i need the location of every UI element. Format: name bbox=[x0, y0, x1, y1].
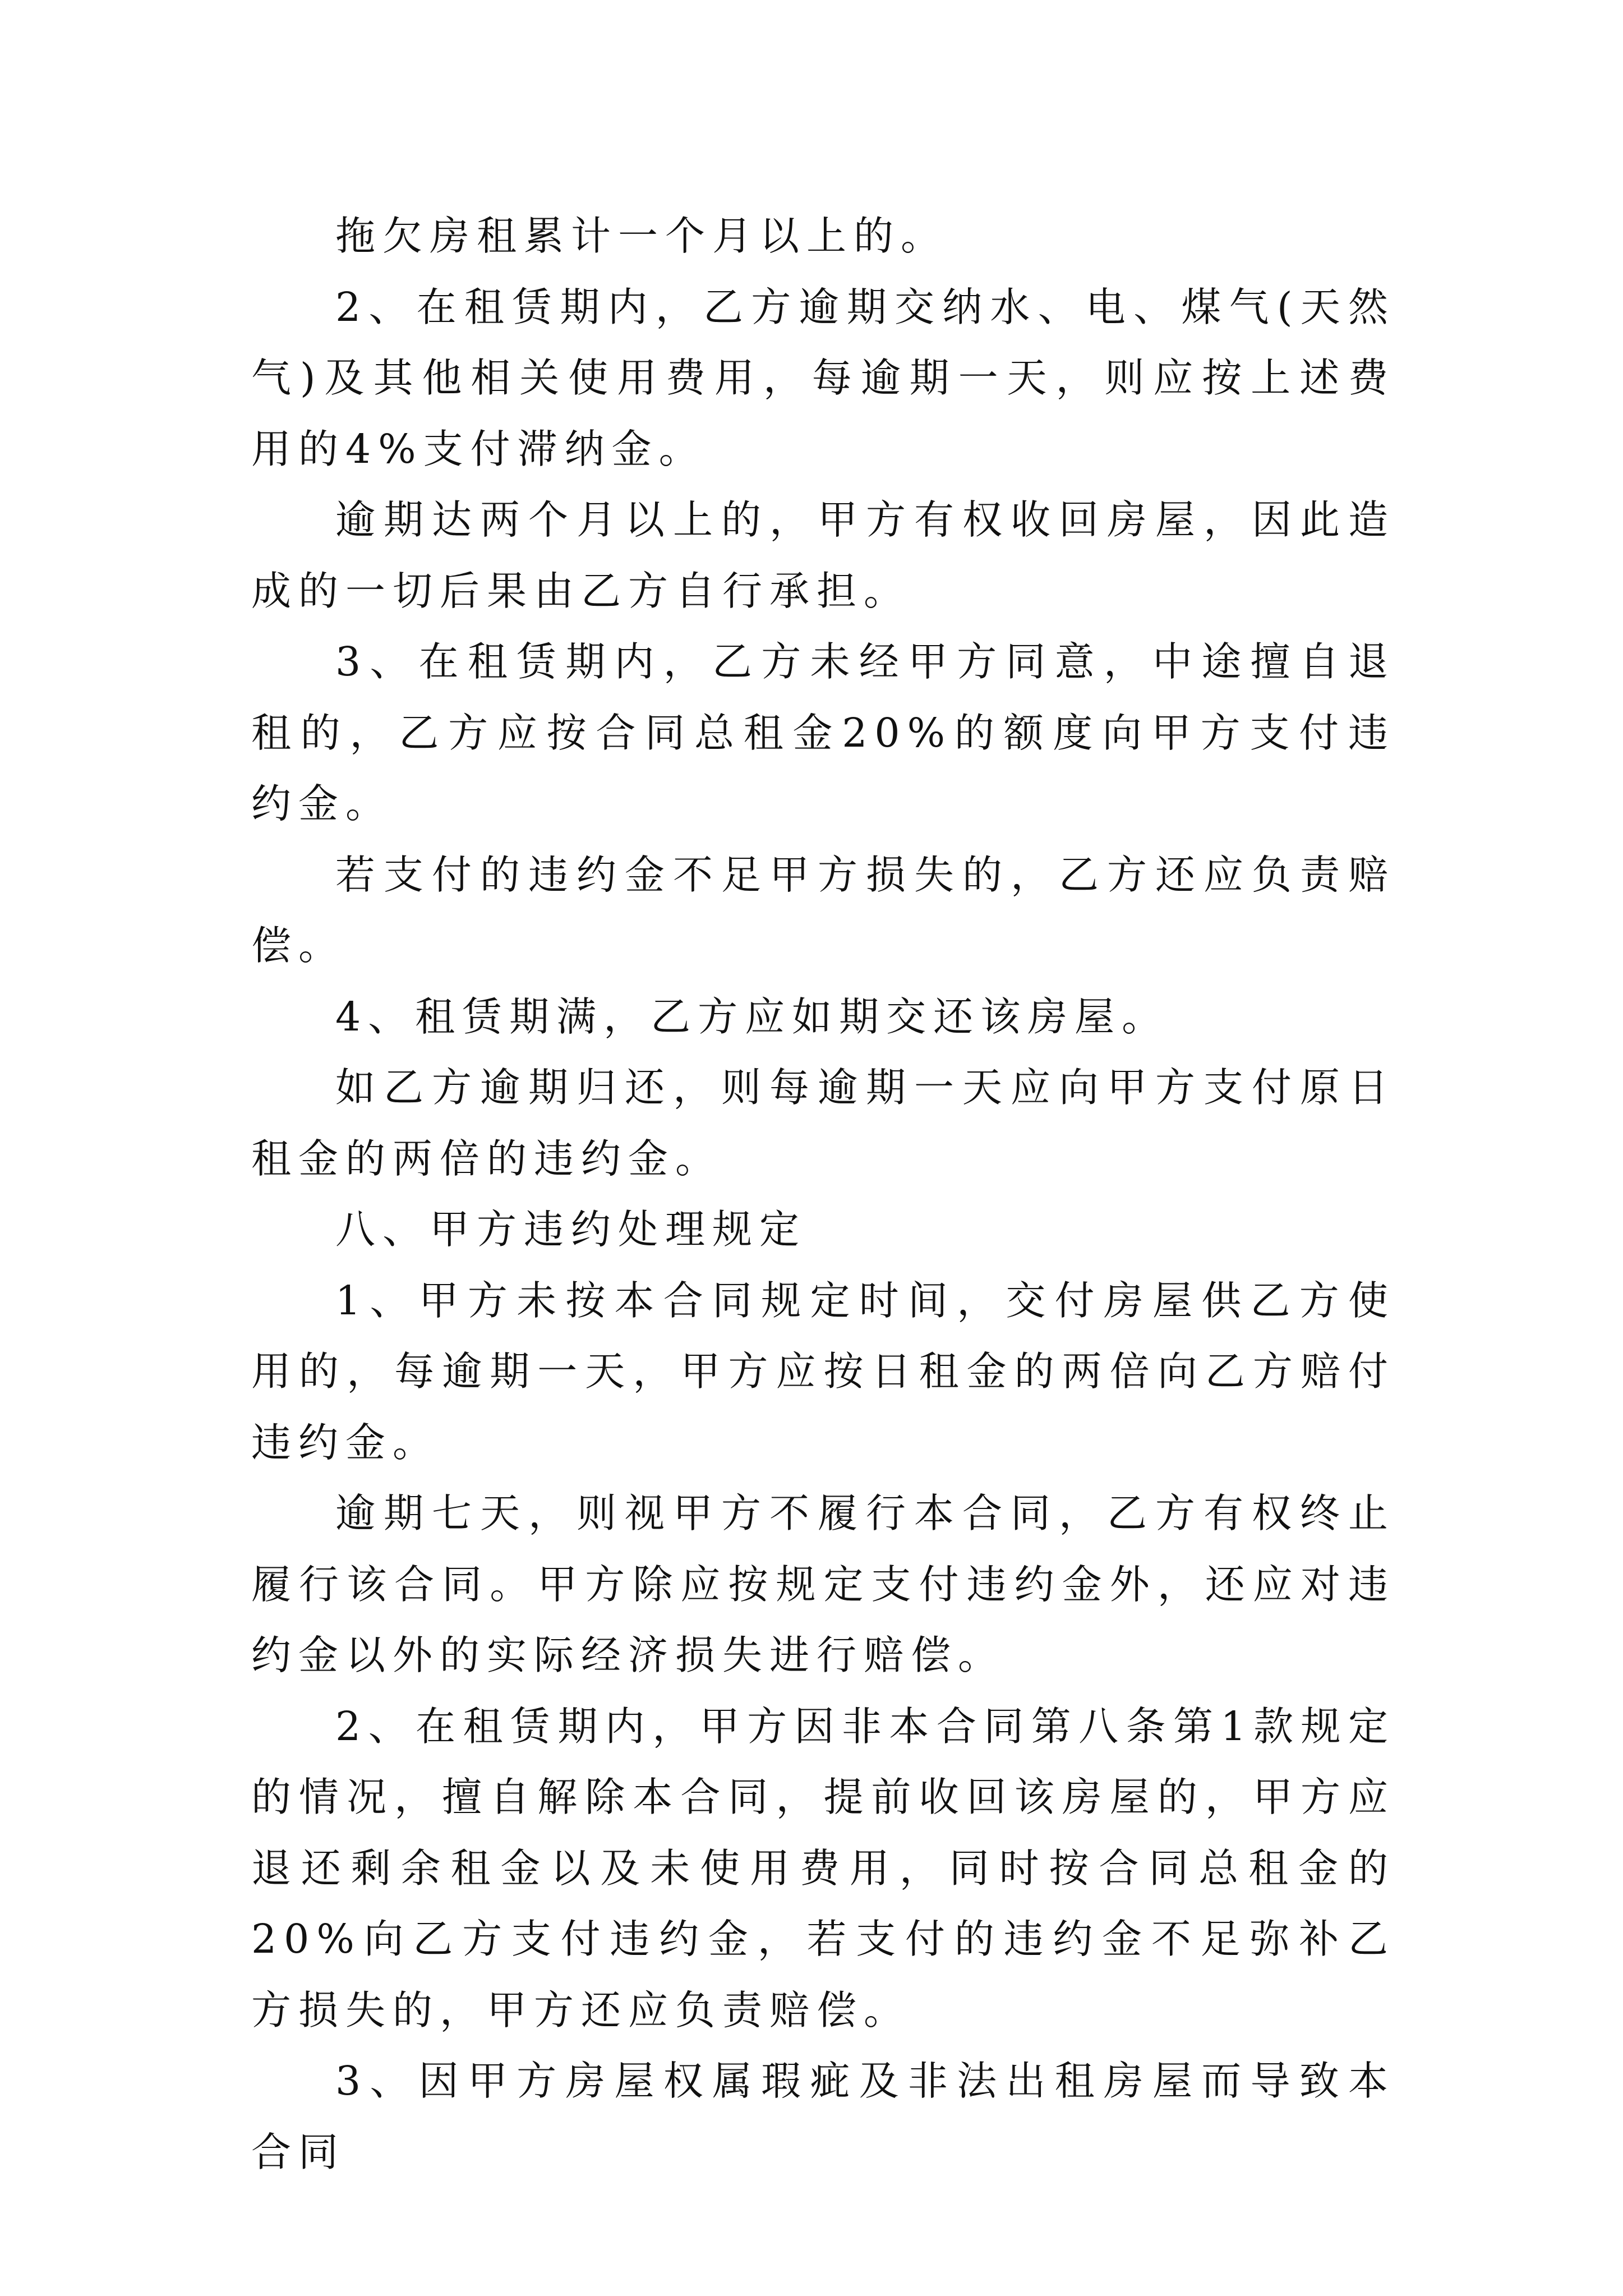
document-body bbox=[251, 201, 1395, 2188]
paragraph-two-months-overdue: 逾期达两个月以上的，甲方有权收回房屋，因此造成的一切后果由乙方自行承担。 bbox=[251, 496, 1395, 614]
paragraph-compensation: 若支付的违约金不足甲方损失的，乙方还应负责赔偿。 bbox=[251, 851, 1395, 969]
paragraph-late-return: 如乙方逾期归还，则每逾期一天应向甲方支付原日租金的两倍的违约金。 bbox=[251, 1064, 1395, 1182]
paragraph-clause-2-utilities: 2、在租赁期内，乙方逾期交纳水、电、煤气(天然气)及其他相关使用费用，每逾期一天，则应按上述费用的4%支付滞纳金。 bbox=[251, 283, 1395, 472]
paragraph-a-clause-3-title-defect: 3、因甲方房屋权属瑕疵及非法出租房屋而导致本合同 bbox=[251, 2058, 1395, 2175]
paragraph-clause-4-lease-expiry: 4、租赁期满，乙方应如期交还该房屋。 bbox=[335, 993, 1169, 1040]
section-heading-party-a-breach: 八、甲方违约处理规定 bbox=[335, 1206, 807, 1253]
paragraph-clause-3-early-termination: 3、在租赁期内，乙方未经甲方同意，中途擅自退租的，乙方应按合同总租金20%的额度向甲方支付违约金。 bbox=[251, 638, 1395, 827]
paragraph-a-clause-1-late-delivery: 1、甲方未按本合同规定时间，交付房屋供乙方使用的，每逾期一天，甲方应按日租金的两倍向乙方赔付违约金。 bbox=[251, 1277, 1395, 1466]
paragraph-a-clause-2-unilateral-termination: 2、在租赁期内，甲方因非本合同第八条第1款规定的情况，擅自解除本合同，提前收回该房屋的，甲方应退还剩余租金以及未使用费用，同时按合同总租金的20%向乙方支付违约金，若支付的违约金不足弥补乙方损失的，甲方还应负责赔偿。 bbox=[251, 1703, 1395, 2033]
paragraph-seven-days-overdue: 逾期七天，则视甲方不履行本合同，乙方有权终止履行该合同。甲方除应按规定支付违约金外，还应对违约金以外的实际经济损失进行赔偿。 bbox=[251, 1490, 1395, 1678]
paragraph-overdue-rent: 拖欠房租累计一个月以上的。 bbox=[335, 213, 948, 259]
